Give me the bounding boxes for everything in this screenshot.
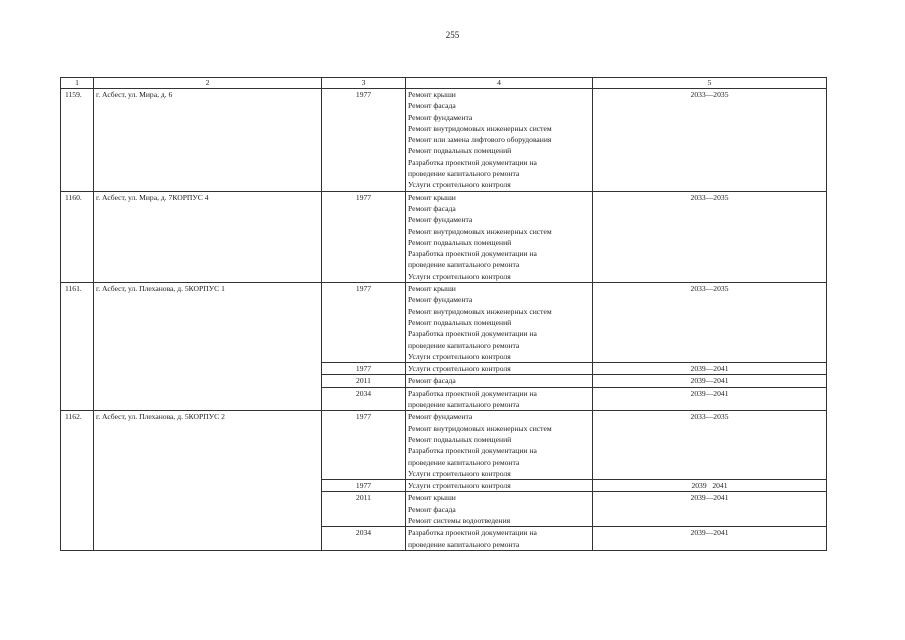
period-cell: 2033—2035 — [593, 89, 827, 192]
table-row — [61, 283, 827, 363]
row-number: 1162. — [61, 411, 94, 551]
work-item: Ремонт внутридомовых инженерных систем — [408, 423, 552, 433]
period-cell: 2039—2041 — [593, 527, 827, 551]
work-item: проведение капитального ремонта — [408, 400, 520, 410]
period-cell: 2033—2035 — [593, 283, 827, 363]
column-header: 2 — [94, 78, 322, 89]
row-number: 1160. — [61, 191, 94, 282]
work-item: Ремонт подвальных помещений — [408, 146, 512, 156]
year-cell: 1977 — [322, 411, 406, 480]
table-row — [61, 89, 827, 192]
page-number: 255 — [445, 30, 460, 40]
year-cell: 2034 — [322, 387, 406, 411]
row-number: 1161. — [61, 283, 94, 411]
work-item: Ремонт фундамента — [408, 215, 473, 225]
work-item: Ремонт крыши — [408, 90, 456, 99]
year-cell: 2011 — [322, 375, 406, 387]
column-header: 4 — [406, 78, 593, 89]
work-item: Ремонт фасада — [408, 504, 456, 514]
work-item: Разработка проектной документации на — [408, 528, 537, 538]
period-cell: 2039—2041 — [593, 375, 827, 387]
work-item: Разработка проектной документации на — [408, 157, 537, 167]
period-cell: 2033—2035 — [593, 411, 827, 480]
work-item: Ремонт крыши — [408, 192, 456, 202]
works-cell — [406, 363, 593, 375]
work-item: Услуги строительного контроля — [408, 364, 511, 374]
table-row — [61, 191, 827, 282]
work-item: проведение капитального ремонта — [408, 539, 520, 549]
works-cell — [406, 191, 593, 282]
table-row — [61, 411, 827, 480]
row-number: 1159. — [61, 89, 94, 192]
work-item: Услуги строительного контроля — [408, 468, 511, 478]
work-item: Ремонт крыши — [408, 284, 456, 294]
work-item: Ремонт подвальных помещений — [408, 434, 512, 444]
works-cell — [406, 387, 593, 411]
work-item: Ремонт фундамента — [408, 295, 473, 305]
works-cell — [406, 492, 593, 527]
period-cell: 2039 2041 — [593, 480, 827, 492]
work-item: Ремонт фундамента — [408, 112, 473, 122]
works-cell — [406, 480, 593, 492]
work-item: Услуги строительного контроля — [408, 271, 511, 281]
work-item: Ремонт системы водоотведения — [408, 515, 511, 525]
column-header: 1 — [61, 78, 94, 89]
work-item: Разработка проектной документации на — [408, 329, 537, 339]
work-item: Ремонт или замена лифтового оборудования — [408, 135, 552, 145]
works-cell — [406, 411, 593, 480]
work-item: Ремонт фасада — [408, 101, 456, 111]
work-item: Ремонт подвальных помещений — [408, 317, 512, 327]
year-cell: 2011 — [322, 492, 406, 527]
work-item: Ремонт внутридомовых инженерных систем — [408, 123, 552, 133]
column-header: 5 — [593, 78, 827, 89]
work-item: Услуги строительного контроля — [408, 481, 511, 491]
work-item: Услуги строительного контроля — [408, 351, 511, 361]
address-cell: г. Асбест, ул. Мира, д. 6 — [94, 89, 322, 192]
period-cell: 2039—2041 — [593, 492, 827, 527]
work-item: проведение капитального ремонта — [408, 457, 520, 467]
work-item: Разработка проектной документации на — [408, 446, 537, 456]
works-cell — [406, 283, 593, 363]
repair-schedule-table — [60, 77, 827, 551]
period-cell: 2039—2041 — [593, 363, 827, 375]
work-item: Услуги строительного контроля — [408, 180, 511, 190]
work-item: Разработка проектной документации на — [408, 249, 537, 259]
work-item: проведение капитального ремонта — [408, 260, 520, 270]
year-cell: 1977 — [322, 89, 406, 192]
year-cell: 2034 — [322, 527, 406, 551]
work-item: Ремонт внутридомовых инженерных систем — [408, 306, 552, 316]
address-cell: г. Асбест, ул. Мира, д. 7КОРПУС 4 — [94, 191, 322, 282]
work-item: проведение капитального ремонта — [408, 340, 520, 350]
period-cell: 2033—2035 — [593, 191, 827, 282]
works-cell — [406, 89, 593, 192]
year-cell: 1977 — [322, 363, 406, 375]
work-item: Ремонт внутридомовых инженерных систем — [408, 226, 552, 236]
work-item: проведение капитального ремонта — [408, 169, 520, 179]
work-item: Ремонт фасада — [408, 203, 456, 213]
work-item: Разработка проектной документации на — [408, 388, 537, 398]
address-cell: г. Асбест, ул. Плеханова, д. 5КОРПУС 2 — [94, 411, 322, 551]
address-cell: г. Асбест, ул. Плеханова, д. 5КОРПУС 1 — [94, 283, 322, 411]
table-header-row — [61, 78, 827, 89]
work-item: Ремонт фундамента — [408, 412, 473, 422]
column-header: 3 — [322, 78, 406, 89]
year-cell: 1977 — [322, 480, 406, 492]
year-cell: 1977 — [322, 283, 406, 363]
year-cell: 1977 — [322, 191, 406, 282]
work-item: Ремонт фасада — [408, 376, 456, 386]
period-cell: 2039—2041 — [593, 387, 827, 411]
works-cell — [406, 375, 593, 387]
works-cell — [406, 527, 593, 551]
work-item: Ремонт подвальных помещений — [408, 237, 512, 247]
work-item: Ремонт крыши — [408, 493, 456, 503]
